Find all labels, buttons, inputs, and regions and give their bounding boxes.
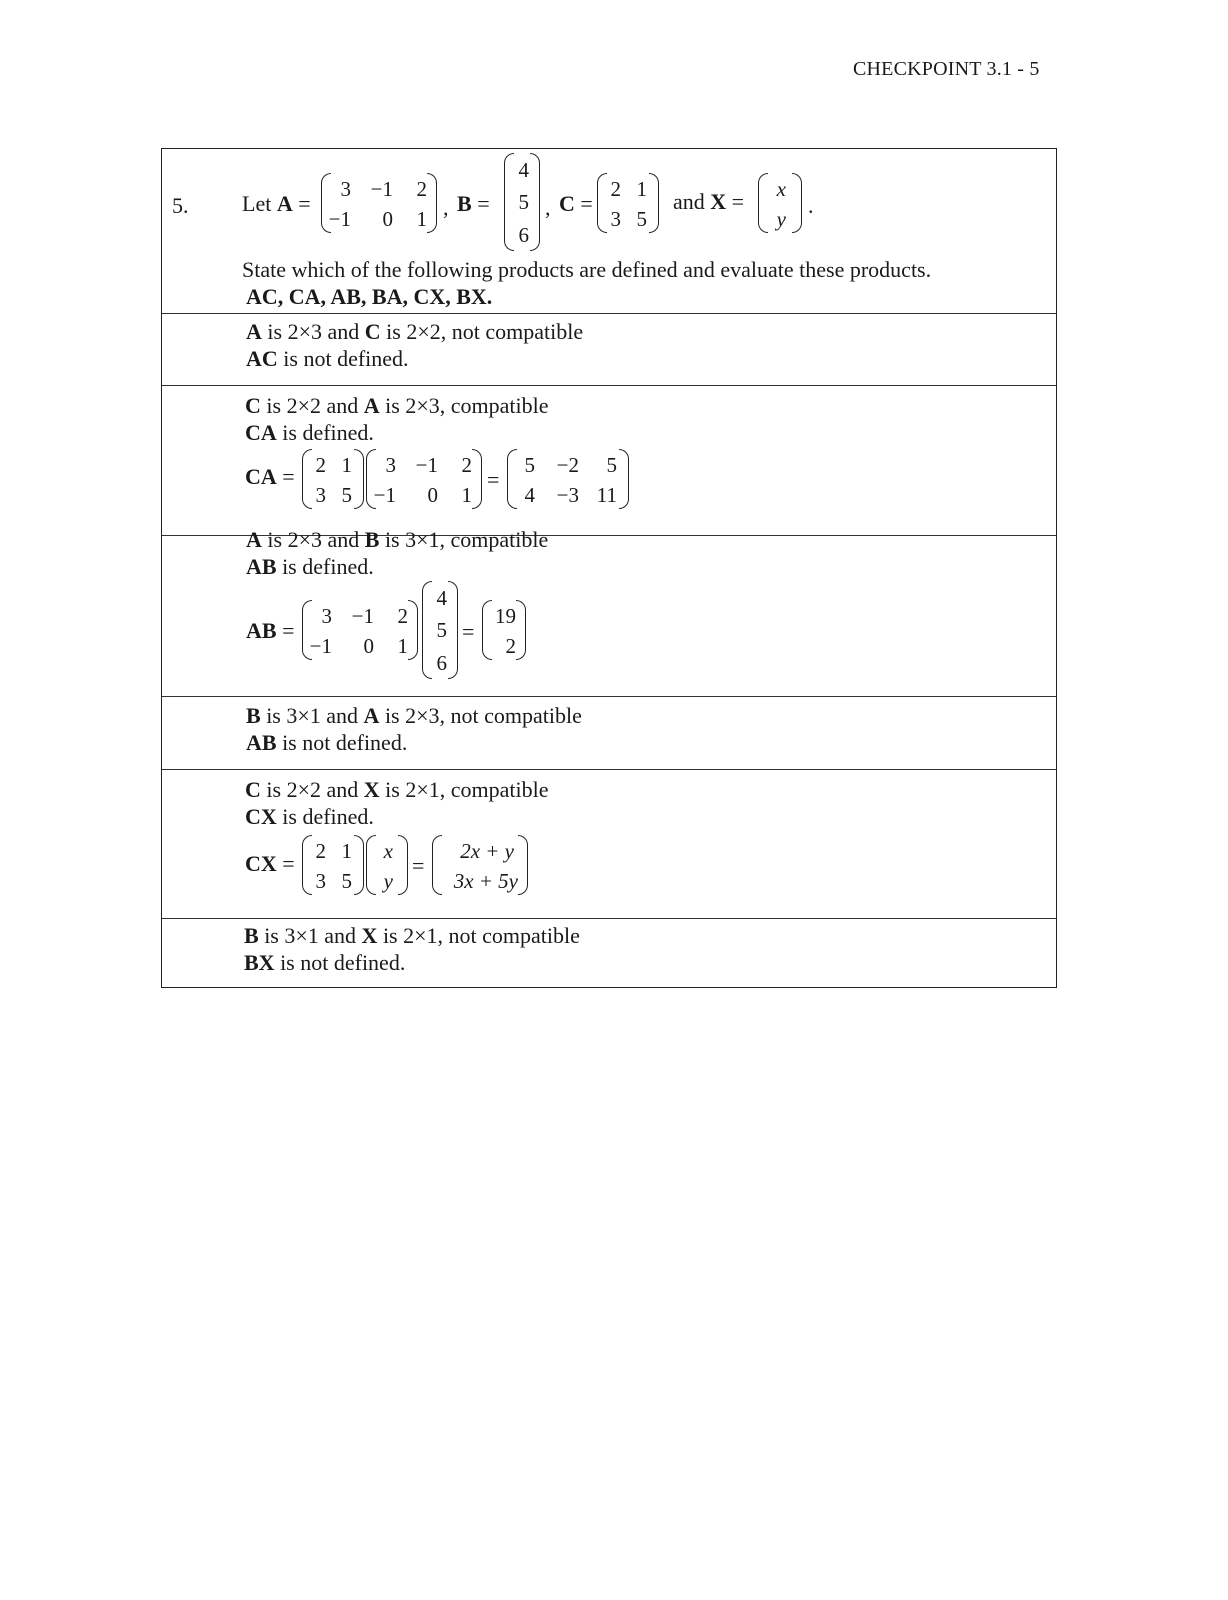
ca-result-matrix: 5 −2 5 4 −3 11 — [507, 449, 629, 509]
products-list: AC, CA, AB, BA, CX, BX. — [246, 284, 493, 309]
ca-equation-label: CA = — [245, 464, 295, 489]
bx-line1: B is 3×1 and X is 2×1, not compatible — [244, 923, 580, 948]
ab-line2: AB is defined. — [246, 554, 374, 579]
ab-result-matrix: 19 2 — [482, 600, 526, 660]
cx-matrix-x: x y — [366, 835, 408, 895]
ac-line1: A is 2×3 and C is 2×2, not compatible — [246, 319, 584, 344]
ca-line1: C is 2×2 and A is 2×3, compatible — [245, 393, 549, 418]
ca-matrix-a: 3 −1 2 −1 0 1 — [366, 449, 482, 509]
row-divider — [162, 696, 1056, 697]
let-text: Let A = — [242, 191, 311, 216]
instruction-text: State which of the following products are defined and evaluate these products. — [242, 257, 932, 282]
matrix-x: x y — [758, 173, 802, 233]
ca-matrix-c: 2 1 3 5 — [302, 449, 364, 509]
ab-line1: A is 2×3 and B is 3×1, compatible — [246, 527, 549, 552]
row-divider — [162, 313, 1056, 314]
cx-result-matrix: 2x + y 3x + 5y — [432, 835, 528, 895]
ab-matrix-a: 3 −1 2 −1 0 1 — [302, 600, 418, 660]
row-divider — [162, 918, 1056, 919]
cx-line2: CX is defined. — [245, 804, 374, 829]
comma: , — [443, 195, 449, 220]
b-label: B = — [457, 191, 490, 216]
comma: , — [545, 195, 551, 220]
matrix-b: 4 5 6 — [504, 153, 540, 251]
row-divider — [162, 769, 1056, 770]
equals-sign: = — [487, 467, 500, 492]
equals-sign: = — [462, 619, 475, 644]
ab-equation-label: AB = — [246, 618, 295, 643]
ca-line2: CA is defined. — [245, 420, 374, 445]
ab-matrix-b: 4 5 6 — [422, 581, 458, 679]
row-divider — [162, 385, 1056, 386]
checkpoint-table — [161, 148, 1057, 988]
matrix-c: 2 1 3 5 — [597, 173, 659, 233]
ba-line1: B is 3×1 and A is 2×3, not compatible — [246, 703, 582, 728]
equals-sign: = — [412, 853, 425, 878]
ba-line2: AB is not defined. — [246, 730, 408, 755]
question-number: 5. — [172, 193, 189, 218]
cx-matrix-c: 2 1 3 5 — [302, 835, 364, 895]
cx-equation-label: CX = — [245, 851, 295, 876]
cx-line1: C is 2×2 and X is 2×1, compatible — [245, 777, 549, 802]
page-header: CHECKPOINT 3.1 - 5 — [853, 58, 1040, 80]
matrix-a: 3 −1 2 −1 0 1 — [321, 173, 437, 233]
ac-line2: AC is not defined. — [246, 346, 409, 371]
c-label: C = — [559, 191, 593, 216]
and-x-label: and X = — [673, 189, 745, 214]
period: . — [808, 193, 814, 218]
bx-line2: BX is not defined. — [244, 950, 406, 975]
